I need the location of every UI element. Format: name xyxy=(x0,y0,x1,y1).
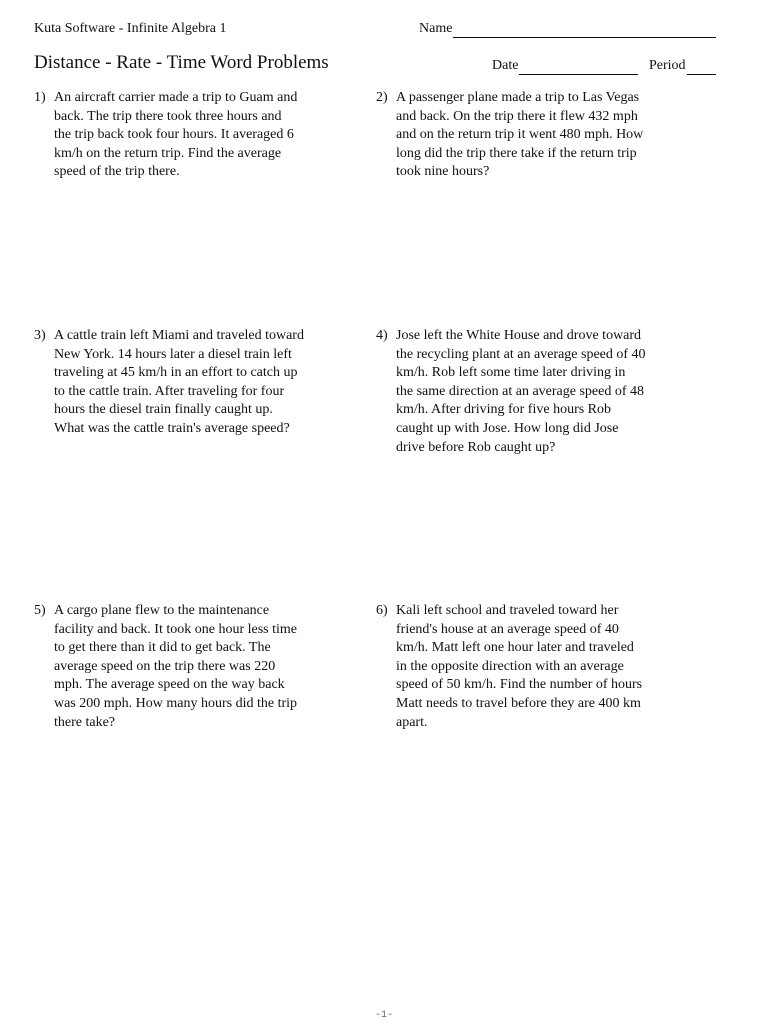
problem-line: facility and back. It took one hour less time xyxy=(54,621,297,637)
problem-line: to the cattle train. After traveling for four xyxy=(54,383,285,399)
problem-text xyxy=(396,327,666,457)
problem-number: 2) xyxy=(376,90,388,105)
problem-2 xyxy=(376,89,666,182)
problem-line: friend's house at an average speed of 40 xyxy=(396,621,619,637)
problem-line: hours the diesel train finally caught up. xyxy=(54,402,273,418)
problem-3 xyxy=(34,327,324,439)
problem-number: 6) xyxy=(376,603,388,618)
problem-line: drive before Rob caught up? xyxy=(396,439,556,455)
problem-number: 4) xyxy=(376,328,388,343)
problem-line: Kali left school and traveled toward her xyxy=(396,603,619,618)
problem-line: Jose left the White House and drove toward xyxy=(396,328,642,343)
period-blank-line xyxy=(687,60,716,75)
name-label: Name xyxy=(419,21,453,36)
problem-line: Matt needs to travel before they are 400 km xyxy=(396,695,641,711)
problem-line: What was the cattle train's average speed? xyxy=(54,420,290,436)
problem-line: traveling at 45 km/h in an effort to catch up xyxy=(54,365,298,381)
problem-line: the same direction at an average speed of 48 xyxy=(396,383,645,399)
problem-line: and back. On the trip there it flew 432 mph xyxy=(396,108,638,124)
problem-line: km/h on the return trip. Find the average xyxy=(54,145,282,161)
problem-line: mph. The average speed on the way back xyxy=(54,677,285,693)
problem-number: 1) xyxy=(34,90,46,105)
problem-line: An aircraft carrier made a trip to Guam and xyxy=(54,90,298,105)
name-blank-line xyxy=(453,23,716,38)
problem-number: 5) xyxy=(34,603,46,618)
problem-text xyxy=(396,602,666,732)
problem-text xyxy=(396,89,666,182)
problem-line: and on the return trip it went 480 mph. How xyxy=(396,127,644,143)
problem-line: caught up with Jose. How long did Jose xyxy=(396,420,619,436)
publisher-label: Kuta Software - Infinite Algebra 1 xyxy=(34,21,227,36)
problem-line: New York. 14 hours later a diesel train left xyxy=(54,346,292,362)
problem-line: A cargo plane flew to the maintenance xyxy=(54,603,270,618)
problem-line: the recycling plant at an average speed of 40 xyxy=(396,346,646,362)
problem-line: to get there than it did to get back. The xyxy=(54,640,271,656)
problem-line: A passenger plane made a trip to Las Vegas xyxy=(396,90,640,105)
problem-line: took nine hours? xyxy=(396,164,490,180)
problem-1 xyxy=(34,89,324,182)
problem-line: the trip back took four hours. It averaged 6 xyxy=(54,127,294,143)
problem-line: apart. xyxy=(396,714,428,730)
name-field xyxy=(419,20,716,38)
problem-line: km/h. After driving for five hours Rob xyxy=(396,402,612,418)
problem-number: 3) xyxy=(34,328,46,343)
date-label: Date xyxy=(492,58,519,73)
problem-6 xyxy=(376,602,666,732)
problem-line: average speed on the trip there was 220 xyxy=(54,658,276,674)
date-field xyxy=(492,57,638,75)
worksheet-title: Distance - Rate - Time Word Problems xyxy=(34,52,329,73)
problem-line: was 200 mph. How many hours did the trip xyxy=(54,695,298,711)
problem-line: there take? xyxy=(54,714,116,730)
period-field xyxy=(649,57,716,75)
problem-text xyxy=(54,327,324,439)
problem-5 xyxy=(34,602,324,732)
problem-line: long did the trip there take if the return trip xyxy=(396,145,637,161)
problem-text xyxy=(54,602,324,732)
problem-4 xyxy=(376,327,666,457)
problem-line: km/h. Matt left one hour later and traveled xyxy=(396,640,634,656)
date-blank-line xyxy=(519,60,638,75)
page-number: -1- xyxy=(374,1010,393,1021)
problem-line: in the opposite direction with an average xyxy=(396,658,624,674)
problem-line: back. The trip there took three hours and xyxy=(54,108,282,124)
problem-line: A cattle train left Miami and traveled toward xyxy=(54,328,304,343)
problem-line: speed of the trip there. xyxy=(54,164,180,180)
problem-line: speed of 50 km/h. Find the number of hours xyxy=(396,677,643,693)
problem-text xyxy=(54,89,324,182)
period-label: Period xyxy=(649,58,686,73)
problem-line: km/h. Rob left some time later driving in xyxy=(396,365,626,381)
